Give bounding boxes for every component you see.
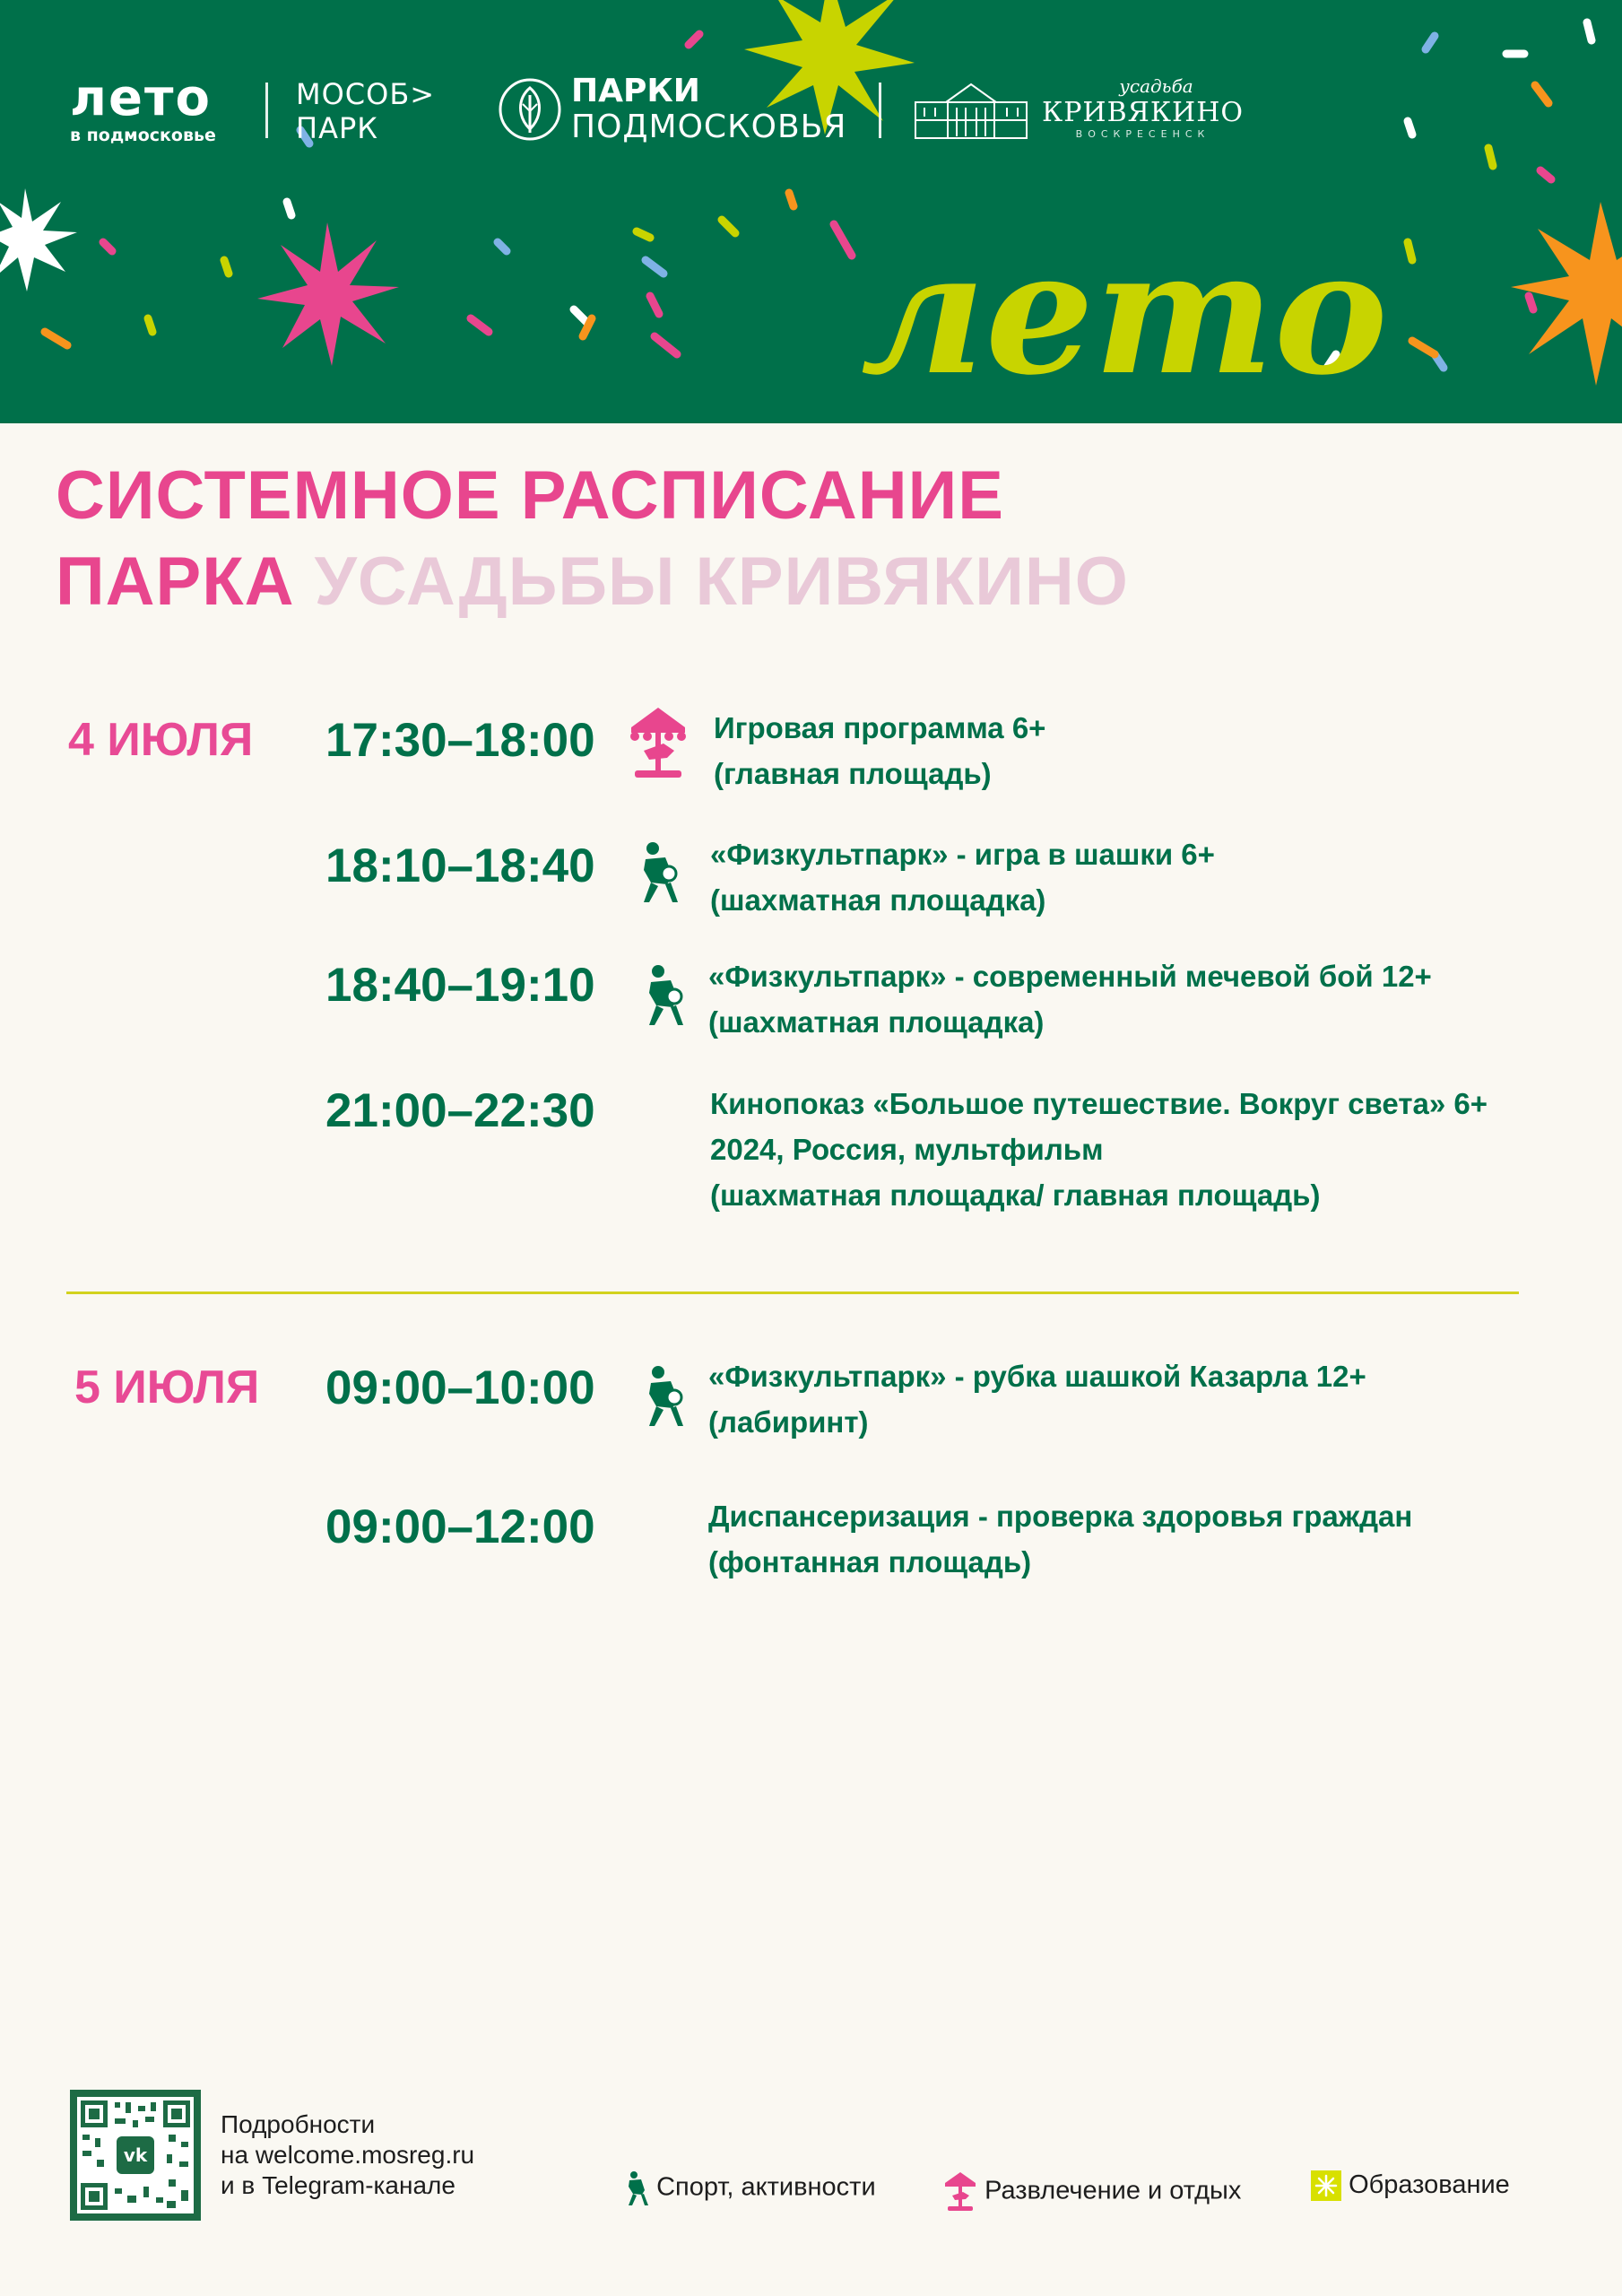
svg-text:vk: vk <box>123 2144 148 2166</box>
krivyakino-city: ВОСКРЕСЕНСК <box>1075 128 1210 140</box>
leto-logo-subtext: в подмосковье <box>70 126 216 145</box>
confetti-decoration <box>0 0 1622 423</box>
event-description <box>714 705 1045 796</box>
footer-line2: на welcome.mosreg.ru <box>221 2141 475 2169</box>
event-location: (главная площадь) <box>714 757 992 790</box>
parki-line1: ПАРКИ <box>571 73 700 109</box>
event-time: 18:40–19:10 <box>325 959 595 1012</box>
krivyakino-name: КРИВЯКИНО <box>1042 97 1244 128</box>
event-time: 18:10–18:40 <box>325 839 595 892</box>
event-time: 09:00–12:00 <box>325 1500 595 1553</box>
logo-divider <box>265 83 268 138</box>
legend-fun-label: Развлечение и отдых <box>984 2176 1242 2205</box>
leaf-icon <box>498 77 562 142</box>
event-details: 2024, Россия, мультфильм <box>710 1133 1104 1166</box>
legend-edu-label: Образование <box>1349 2170 1510 2199</box>
event-description <box>708 1493 1412 1585</box>
event-location: (шахматная площадка) <box>708 1005 1045 1039</box>
event-location: (шахматная площадка/ главная площадь) <box>710 1178 1321 1212</box>
event-location: (лабиринт) <box>708 1405 869 1439</box>
header-banner <box>0 0 1622 423</box>
event-title: «Физкультпарк» - современный мечевой бой 12+ <box>708 960 1432 993</box>
sport-icon <box>644 1365 685 1428</box>
mosobpark-line1: МОСОБ> <box>296 77 436 111</box>
parki-line2: ПОДМОСКОВЬЯ <box>571 109 847 145</box>
event-time: 09:00–10:00 <box>325 1361 595 1414</box>
sport-icon <box>626 2170 649 2206</box>
footer-line1: Подробности <box>221 2110 376 2138</box>
event-location: (шахматная площадка) <box>710 883 1046 917</box>
footer-line3: и в Telegram-канале <box>221 2171 455 2199</box>
legend-edu <box>1311 2170 1510 2201</box>
hero-word: лето <box>861 213 1388 413</box>
krivyakino-logo <box>1042 75 1244 140</box>
mosobpark-logo <box>296 77 435 145</box>
sport-icon <box>644 964 685 1027</box>
event-title: Игровая программа 6+ <box>714 711 1046 744</box>
footer-info <box>221 2109 474 2201</box>
event-location: (фонтанная площадь) <box>708 1545 1032 1578</box>
day-date: 4 ИЮЛЯ <box>68 714 254 766</box>
event-time: 21:00–22:30 <box>325 1084 595 1137</box>
legend-sport <box>626 2170 876 2206</box>
event-description <box>710 1081 1488 1218</box>
event-description <box>710 831 1215 923</box>
logo-divider <box>879 83 881 138</box>
parki-logo <box>571 74 846 145</box>
leto-logo <box>70 69 216 145</box>
manor-building-icon <box>912 75 1030 142</box>
krivyakino-script: усадьба <box>1119 75 1193 97</box>
event-title: «Физкультпарк» - игра в шашки 6+ <box>710 838 1215 871</box>
event-title: Диспансеризация - проверка здоровья граждан <box>708 1500 1413 1533</box>
title-line1: СИСТЕМНОЕ РАСПИСАНИЕ <box>56 457 1004 534</box>
day-date: 5 ИЮЛЯ <box>74 1361 260 1413</box>
title-line2-highlight: ПАРКА <box>56 544 295 620</box>
event-time: 17:30–18:00 <box>325 714 595 767</box>
legend-fun <box>943 2170 1241 2213</box>
day-divider <box>66 1292 1519 1294</box>
title-line2-rest: УСАДЬБЫ КРИВЯКИНО <box>314 544 1129 620</box>
qr-code[interactable] <box>70 2090 201 2221</box>
carousel-icon <box>943 2170 977 2213</box>
event-title: Кинопоказ «Большое путешествие. Вокруг света» 6+ <box>710 1087 1488 1120</box>
carousel-icon <box>628 704 689 787</box>
event-title: «Физкультпарк» - рубка шашкой Казарла 12+ <box>708 1360 1366 1393</box>
page-title <box>56 453 1129 625</box>
mosobpark-line2: ПАРК <box>296 111 378 145</box>
legend-sport-label: Спорт, активности <box>656 2172 876 2202</box>
event-description <box>708 953 1432 1045</box>
sport-icon <box>638 841 680 904</box>
education-icon <box>1311 2170 1341 2201</box>
event-description <box>708 1353 1366 1445</box>
leto-logo-text: лето <box>70 69 212 127</box>
